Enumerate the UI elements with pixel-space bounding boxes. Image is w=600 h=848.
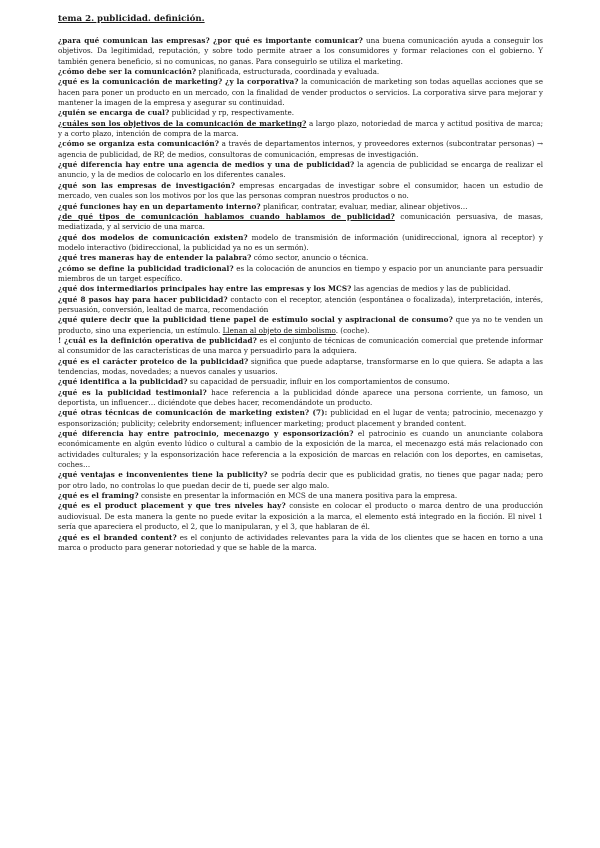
answer: planificada, estructurada, coordinada y evaluada. xyxy=(196,67,380,77)
answer: es la colocación de anuncios en tiempo y espacio por un anunciante para persuadir miembros de un target específico. xyxy=(58,263,543,283)
question: ¿qué otras técnicas de comunicación de marketing existen? (7): xyxy=(58,408,328,418)
question: ¿qué es el product placement y que tres niveles hay? xyxy=(58,501,286,511)
question: ¿qué es el branded content? xyxy=(58,532,177,542)
qa-item xyxy=(58,491,543,501)
answer: la agencia de publicidad se encarga de realizar el anuncio, y la de medios de colocarlo en los diferentes canales. xyxy=(58,160,544,180)
qa-item xyxy=(58,315,543,336)
answer: consiste en presentar la información en MCS de una manera positiva para la empresa. xyxy=(138,491,458,501)
question: ¿qué 8 pasos hay para hacer publicidad? xyxy=(58,294,228,304)
answer: consiste en colocar el producto o marca dentro de una producción audiovisual. De esta manera la gente no puede evitar la exposición a la marca, el elemento está integrado en la ficción. El nivel 1 sería que apareciera el producto, el 2, que lo manipularan, y el 3, que hablaran de él. xyxy=(58,501,543,532)
qa-item xyxy=(58,429,543,470)
answer: una buena comunicación ayuda a conseguir los objetivos. Da legitimidad, reputación, y sobre todo permite atraer a los consumidores y formar relaciones con el gobierno. Y también genera beneficio, si no comunicas, no ganas. Para conseguirlo se utiliza el marketing. xyxy=(58,36,543,66)
answer: la comunicación de marketing son todas aquellas acciones que se hacen para poner un producto en un mercado, con la finalidad de vender productos o servicios. La corporativa sirve para mejorar y mantener la imagen de la empresa y asegurar su continuidad. xyxy=(58,77,543,108)
answer: contacto con el receptor, atención (espontánea o focalizada), interpretación, interés, persuasión, conversión, lealtad de marca, recomendación xyxy=(58,294,544,314)
answer: publicidad y rp, respectivamente. xyxy=(169,108,295,118)
answer: modelo de transmisión de información (unidireccional, ignora al receptor) y modelo interactivo (bidireccional, la publicidad ya no es un sermón). xyxy=(58,232,543,252)
answer: su capacidad de persuadir, influir en los comportamientos de consumo. xyxy=(187,377,450,387)
question: ¿qué ventajas e inconvenientes tiene la publicity? xyxy=(58,470,268,480)
qa-item xyxy=(58,181,543,202)
qa-item xyxy=(58,501,543,532)
answer-underlined: Llenan al objeto de simbolismo xyxy=(222,325,336,335)
answer: hace referencia a la publicidad dónde aparece una persona corriente, un famoso, un deportista, un influencer… diciéndote que debes hacer, recomendándote un producto. xyxy=(58,387,543,408)
answer: publicidad en el lugar de venta; patrocinio, mecenazgo y esponsorización; publicity; celebrity endorsement; influencer marketing; product placement y branded content. xyxy=(58,408,543,428)
qa-item xyxy=(58,108,543,118)
qa-item xyxy=(58,264,543,285)
qa-item xyxy=(58,253,543,263)
answer: cómo sector, anuncio o técnica. xyxy=(251,253,369,263)
answer: a largo plazo, notoriedad de marca y actitud positiva de marca; y a corto plazo, intención de compra de la marca. xyxy=(58,118,544,139)
question: ¿qué son las empresas de investigación? xyxy=(58,180,235,190)
question: ¿cuáles son los objetivos de la comunicación de marketing? xyxy=(58,118,307,128)
answer: que ya no te venden un producto, sino una experiencia, un estímulo. xyxy=(58,315,543,335)
qa-item xyxy=(58,160,543,181)
answer: es el conjunto de técnicas de comunicación comercial que pretende informar al consumidor de las características de una marca y persuadirlo para la adquiera. xyxy=(58,335,543,356)
question: ¿qué dos modelos de comunicación existen? xyxy=(58,232,248,242)
question: ¿quién se encarga de cual? xyxy=(58,108,170,118)
qa-item xyxy=(58,533,543,554)
question: ¿cómo se organiza esta comunicación? xyxy=(58,139,220,149)
answer: las agencias de medios y las de publicidad. xyxy=(351,284,511,294)
question: ¿cómo debe ser la comunicación? xyxy=(58,67,197,77)
answer: se podría decir que es publicidad gratis, no tienes que pagar nada; pero por otro lado, no controlas lo que puedan decir de ti, puede ser algo malo. xyxy=(58,470,543,490)
question: ¿qué diferencia hay entre una agencia de medios y una de publicidad? xyxy=(58,160,355,170)
qa-item xyxy=(58,470,543,491)
question: ! ¿cuál es la definición operativa de publicidad? xyxy=(58,335,257,345)
question: ¿qué tres maneras hay de entender la palabra? xyxy=(58,253,252,263)
question: ¿cómo se define la publicidad tradicional? xyxy=(58,263,234,273)
question: ¿qué es la comunicación de marketing? ¿y la corporativa? xyxy=(58,77,299,87)
qa-item xyxy=(58,388,543,409)
qa-item xyxy=(58,284,543,294)
qa-item xyxy=(58,377,543,387)
question: ¿qué diferencia hay entre patrocinio, mecenazgo y esponsorización? xyxy=(58,429,354,439)
question: ¿qué es el carácter proteico de la publicidad? xyxy=(58,356,249,366)
answer: planificar, contratar, evaluar, mediar, alinear objetivos… xyxy=(260,201,468,211)
answer: a través de departamentos internos, y proveedores externos (subcontratar personas) → agencia de publicidad, de RP, de medios, consultoras de comunicación, empresas de investigación. xyxy=(58,139,543,159)
qa-item xyxy=(58,139,543,160)
document-title: tema 2. publicidad. definición. xyxy=(58,14,205,24)
qa-item xyxy=(58,336,543,357)
qa-item xyxy=(58,202,543,212)
question: ¿qué es el framing? xyxy=(58,491,139,501)
answer: es el conjunto de actividades relevantes para la vida de los clientes que se hacen en torno a una marca o producto para generar notoriedad y que se hable de la marca. xyxy=(58,532,543,552)
question: ¿qué identifica a la publicidad? xyxy=(58,377,188,387)
answer: el patrocinio es cuando un anunciante colabora económicamente en algún evento lúdico o cultural a cambio de la exposición de la marca, el mecenazgo está más relacionado con actividades culturales; y la esponsorización hace referencia a la exposición de marcas en relación con los deportes, en camisetas, coches… xyxy=(58,429,543,470)
qa-item xyxy=(58,36,543,67)
question: ¿qué es la publicidad testimonial? xyxy=(58,387,207,397)
question: ¿qué dos intermediarios principales hay entre las empresas y los MCS? xyxy=(58,284,352,294)
answer: comunicación persuasiva, de masas, mediatizada, y al servicio de una marca. xyxy=(58,211,543,232)
answer: significa que puede adaptarse, transformarse en lo que quiera. Se adapta a las tendencias, modas, novedades; a nuevos canales y usuarios. xyxy=(58,356,543,376)
qa-item xyxy=(58,233,543,254)
question: ¿qué quiere decir que la publicidad tiene papel de estímulo social y aspiracional de consumo? xyxy=(58,315,453,325)
question: ¿para qué comunican las empresas? ¿por qué es importante comunicar? xyxy=(58,36,363,45)
qa-item xyxy=(58,295,543,316)
qa-list xyxy=(58,36,543,553)
qa-item xyxy=(58,77,543,108)
answer-tail: . (coche). xyxy=(335,325,370,335)
qa-item xyxy=(58,212,543,233)
question: ¿qué funciones hay en un departamento interno? xyxy=(58,201,261,211)
qa-item xyxy=(58,357,543,378)
answer: empresas encargadas de investigar sobre el consumidor, hacen un estudio de mercado, ven cuales son los motivos por los que las personas compran nuestros productos o no. xyxy=(58,180,543,201)
qa-item xyxy=(58,67,543,77)
qa-item xyxy=(58,119,543,140)
qa-item xyxy=(58,408,543,429)
question: ¿de qué tipos de comunicación hablamos cuando hablamos de publicidad? xyxy=(58,211,395,221)
